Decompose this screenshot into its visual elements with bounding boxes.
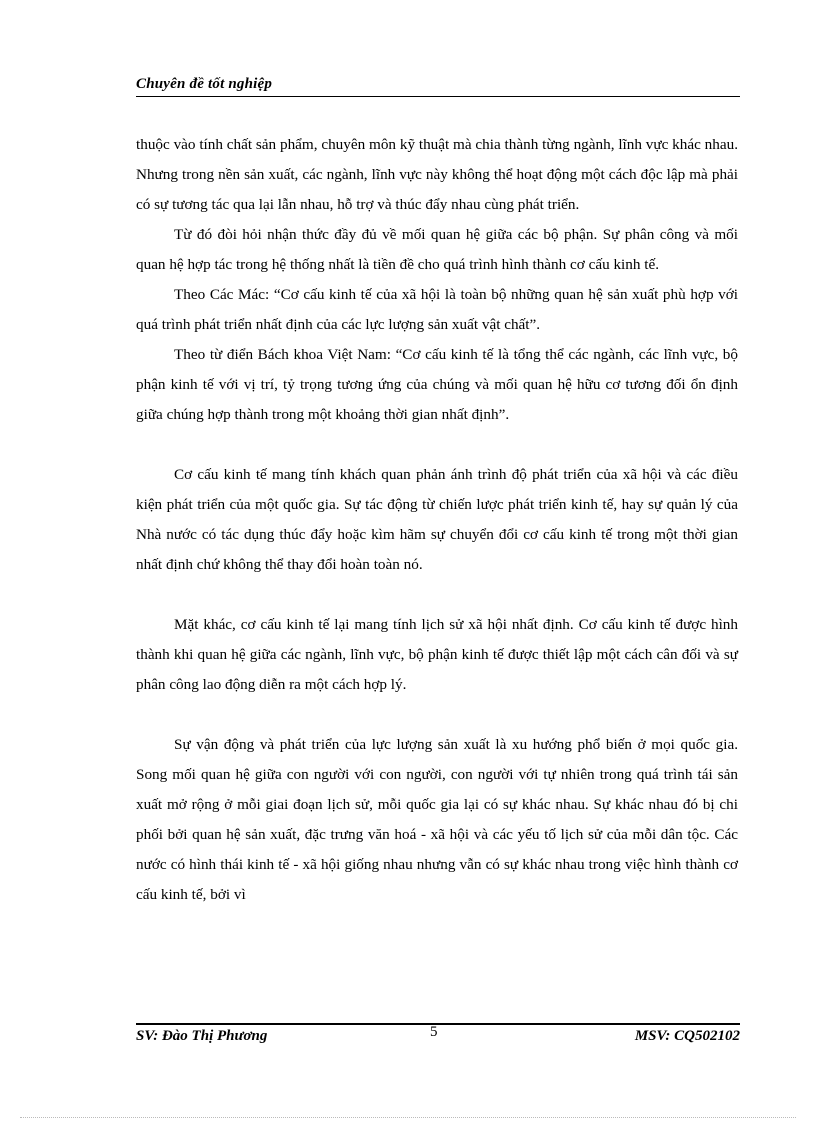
paragraph-5: Cơ cấu kinh tế mang tính khách quan phản ánh trình độ phát triển của xã hội và các điều kiện phát triển của một quốc gia. Sự tác động từ chiến lược phát triển kinh tế, hay sự quản lý của Nhà nước có tác dụng thúc đẩy hoặc kìm hãm sự chuyển đổi cơ cấu kinh tế trong một thời gian nhất định chứ không thể thay đổi hoàn toàn nó. (136, 466, 738, 573)
paragraph-1: thuộc vào tính chất sản phẩm, chuyên môn kỹ thuật mà chia thành từng ngành, lĩnh vực khác nhau. Nhưng trong nền sản xuất, các ngành, lĩnh vực này không thể hoạt động một cách độc lập mà phải có sự tương tác qua lại lẫn nhau, hỗ trợ và thúc đẩy nhau cùng phát triển. (136, 136, 738, 213)
page-header-title: Chuyên đề tốt nghiệp (136, 76, 273, 92)
paragraph-4: Theo từ điển Bách khoa Việt Nam: “Cơ cấu kinh tế là tổng thể các ngành, các lĩnh vực, bộ phận kinh tế với vị trí, tỷ trọng tương ứng của chúng và mối quan hệ hữu cơ tương đối ổn định giữa chúng hợp thành trong một khoảng thời gian nhất định”. (136, 346, 738, 423)
footer-student-id: MSV: CQ502102 (634, 1028, 740, 1044)
footer-divider (136, 1023, 740, 1025)
header-divider (136, 96, 740, 97)
page-edge-dotted-line (20, 1117, 796, 1118)
paragraph-3: Theo Các Mác: “Cơ cấu kinh tế của xã hội là toàn bộ những quan hệ sản xuất phù hợp với quá trình phát triển nhất định của các lực lượng sản xuất vật chất”. (136, 286, 738, 333)
footer-student-name: SV: Đào Thị Phương (136, 1028, 268, 1044)
paragraph-6: Mặt khác, cơ cấu kinh tế lại mang tính lịch sử xã hội nhất định. Cơ cấu kinh tế được hình thành khi quan hệ giữa các ngành, lĩnh vực, bộ phận kinh tế được thiết lập một cách cân đối và sự phân công lao động diễn ra một cách hợp lý. (136, 616, 738, 693)
page-number: 5 (430, 1024, 438, 1040)
paragraph-2: Từ đó đòi hỏi nhận thức đầy đủ về mối quan hệ giữa các bộ phận. Sự phân công và mối quan hệ hợp tác trong hệ thống nhất là tiền đề cho quá trình hình thành cơ cấu kinh tế. (136, 226, 738, 273)
paragraph-7: Sự vận động và phát triển của lực lượng sản xuất là xu hướng phổ biến ở mọi quốc gia. Song mối quan hệ giữa con người với con người, con người với tự nhiên trong quá trình tái sản xuất mở rộng ở mỗi giai đoạn lịch sử, mỗi quốc gia lại có sự khác nhau. Sự khác nhau đó bị chi phối bởi quan hệ sản xuất, đặc trưng văn hoá - xã hội và các yếu tố lịch sử của mỗi dân tộc. Các nước có hình thái kinh tế - xã hội giống nhau nhưng vẫn có sự khác nhau trong việc hình thành cơ cấu kinh tế, bởi vì (136, 736, 738, 903)
document-body (136, 130, 738, 910)
